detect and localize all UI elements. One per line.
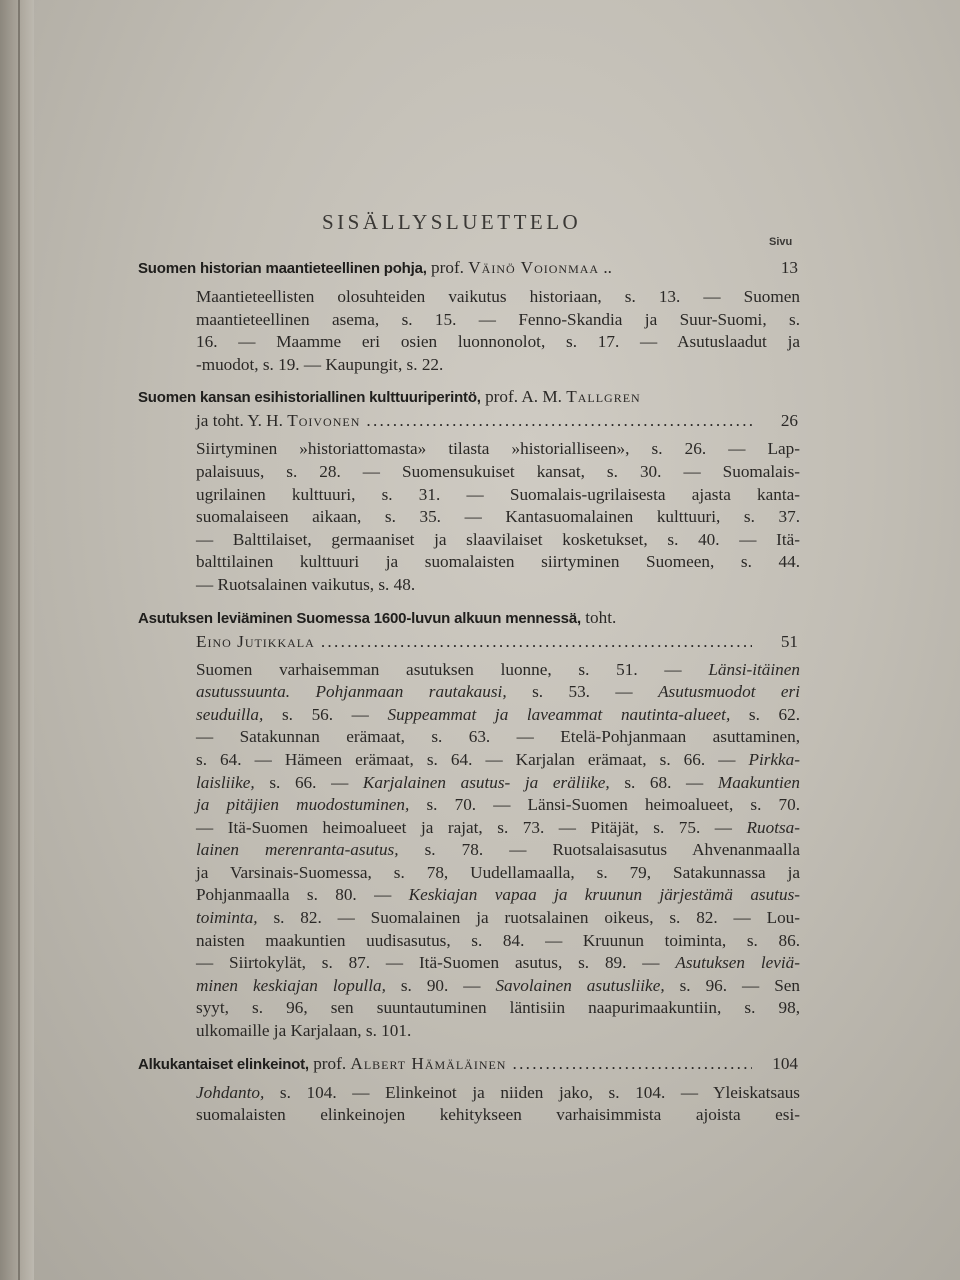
subsection-line bbox=[138, 484, 800, 507]
subsection-line bbox=[138, 749, 800, 772]
subsection-text: Maantieteellisten olosuhteiden vaikutus historiaan, s. 13. — Suomen bbox=[196, 287, 800, 306]
subsection-line bbox=[138, 704, 800, 727]
toc-entry-heading bbox=[138, 385, 800, 432]
toc-entry-heading bbox=[138, 606, 800, 653]
subsection-line bbox=[138, 930, 800, 953]
page-number: 26 bbox=[780, 411, 798, 431]
subsection-text: Savolainen asutusliike, bbox=[495, 975, 665, 995]
subsection-text: Asutuksen leviä- bbox=[675, 953, 800, 973]
subsection-line bbox=[138, 461, 800, 484]
subsection-text: lainen merenranta-asutus, bbox=[196, 840, 399, 860]
subsection-line bbox=[138, 331, 800, 354]
subsection-text: s. 90. — bbox=[385, 975, 496, 995]
subsection-line bbox=[138, 506, 800, 529]
toc-entry-heading bbox=[138, 1052, 800, 1076]
subsection-text: seuduilla, bbox=[196, 704, 264, 724]
subsection-text: — Itä-Suomen heimoalueet ja rajat, s. 73. — Pitäjät, s. 75. — bbox=[196, 817, 747, 837]
subsection-line bbox=[138, 309, 800, 332]
subsection-text: — Ruotsalainen vaikutus, s. 48. bbox=[196, 574, 416, 594]
author-name: Väinö Voionmaa bbox=[468, 258, 600, 277]
chapter-title: Suomen kansan esihistoriallinen kulttuuriperintö, bbox=[138, 389, 481, 407]
subsection-text: Siirtyminen »historiattomasta» tilasta »historialliseen», s. 26. — Lap- bbox=[196, 439, 800, 459]
subsection-text: Suppeammat ja laveammat nautinta-alueet, bbox=[387, 704, 731, 724]
subsection-text: s. 96. — Sen bbox=[664, 975, 800, 995]
subsection-text: ugrilainen kulttuuri, s. 31. — Suomalais-ugrilaisesta ajasta kanta- bbox=[196, 484, 800, 504]
subsection-line bbox=[138, 286, 800, 309]
subsection-text: s. 82. — Suomalainen ja ruotsalainen oikeus, s. 82. — Lou- bbox=[257, 908, 800, 928]
subsection-text: naisten maakuntien uudisasutus, s. 84. — Kruunun toiminta, s. 86. bbox=[196, 930, 800, 950]
subsection-text: toiminta, bbox=[196, 908, 258, 928]
dot-leader bbox=[321, 630, 752, 653]
heading-line bbox=[138, 630, 800, 653]
chapter-title: Asutuksen leviäminen Suomessa 1600-luvun alkuun mennessä, bbox=[138, 609, 581, 627]
subsection-line bbox=[138, 574, 800, 597]
subsection-line bbox=[138, 997, 800, 1020]
author-name: Eino Jutikkala bbox=[196, 631, 315, 651]
subsection-text: s. 68. — bbox=[609, 772, 718, 792]
heading-line bbox=[138, 409, 800, 432]
subsection-text: s. 66. — bbox=[254, 772, 363, 792]
dot-leader bbox=[366, 409, 752, 432]
subsection-line bbox=[138, 839, 800, 862]
subsection-line bbox=[138, 529, 800, 552]
subsection-text: syyt, s. 96, sen suuntautuminen läntisiin naapurimaakuntiin, s. 98, bbox=[196, 998, 800, 1018]
subsection-text: Karjalainen asutus- ja eräliike, bbox=[362, 772, 610, 792]
subsection-line bbox=[138, 772, 800, 795]
heading-line bbox=[138, 1052, 800, 1076]
toc-entry-subsections bbox=[138, 438, 800, 596]
page-number: 104 bbox=[772, 1053, 798, 1073]
subsection-line bbox=[138, 1020, 800, 1043]
subsection-line bbox=[138, 862, 800, 885]
subsection-text: suomalaisten elinkeinojen kehitykseen varhaisimmista ajoista esi- bbox=[196, 1105, 800, 1125]
subsection-text: Maakuntien bbox=[717, 772, 800, 792]
heading-text: toht. bbox=[580, 607, 617, 627]
toc-entry bbox=[138, 606, 800, 1043]
subsection-text: minen keskiajan lopulla, bbox=[196, 975, 386, 995]
toc-entry bbox=[138, 256, 800, 376]
subsection-line bbox=[138, 907, 800, 930]
author-name: Albert Hämäläinen bbox=[350, 1053, 507, 1073]
subsection-text: Pohjanmaalla s. 80. — bbox=[196, 885, 409, 905]
subsection-text: ja pitäjien muodostuminen, bbox=[196, 795, 410, 815]
subsection-text: — Balttilaiset, germaaniset ja slaavilaiset kosketukset, s. 40. — Itä- bbox=[196, 529, 800, 549]
subsection-line bbox=[138, 354, 800, 377]
subsection-text: ulkomaille ja Karjalaan, s. 101. bbox=[196, 1021, 412, 1041]
toc-entry-heading bbox=[138, 256, 800, 280]
subsection-line bbox=[138, 952, 800, 975]
subsection-text: balttilainen kulttuuri ja suomalaisten siirtyminen Suomeen, s. 44. bbox=[196, 552, 800, 572]
subsection-line bbox=[138, 884, 800, 907]
subsection-line bbox=[138, 975, 800, 998]
author-name: Tallgren bbox=[566, 387, 641, 407]
subsection-text: s. 104. — Elinkeinot ja niiden jako, s. 104. — Yleiskatsaus bbox=[264, 1082, 800, 1102]
subsection-line bbox=[138, 438, 800, 461]
subsection-text: s. 62. bbox=[730, 704, 800, 724]
subsection-line bbox=[138, 794, 800, 817]
subsection-text: -muodot, s. 19. — Kaupungit, s. 22. bbox=[196, 354, 444, 374]
chapter-title: Alkukantaiset elinkeinot, bbox=[138, 1055, 309, 1073]
subsection-text: suomalaiseen aikaan, s. 35. — Kantasuomalainen kulttuuri, s. 37. bbox=[196, 507, 800, 527]
heading-text: prof. bbox=[308, 1053, 351, 1073]
subsection-text: palaisuus, s. 28. — Suomensukuiset kansat, s. 30. — Suomalais- bbox=[196, 461, 800, 481]
subsection-text: s. 56. — bbox=[263, 704, 388, 724]
chapter-title: Suomen historian maantieteellinen pohja, bbox=[138, 260, 427, 277]
subsection-text: laisliike, bbox=[196, 772, 255, 792]
subsection-line bbox=[138, 817, 800, 840]
subsection-text: — Siirtokylät, s. 87. — Itä-Suomen asutus, s. 89. — bbox=[196, 953, 676, 973]
subsection-text: Ruotsa- bbox=[746, 817, 800, 837]
subsection-text: s. 78. — Ruotsalaisasutus Ahvenanmaalla bbox=[398, 840, 800, 860]
subsection-text: Pirkka- bbox=[748, 749, 800, 769]
subsection-text: ja Varsinais-Suomessa, s. 78, Uudellamaalla, s. 79, Satakunnassa ja bbox=[196, 862, 800, 882]
heading-line bbox=[138, 606, 800, 630]
page-column-label: Sivu bbox=[769, 236, 793, 248]
subsection-text: maantieteellinen asema, s. 15. — Fenno-Skandia ja Suur-Suomi, s. bbox=[196, 309, 800, 329]
toc-entry-subsections bbox=[138, 1082, 800, 1127]
subsection-text: — Satakunnan erämaat, s. 63. — Etelä-Pohjanmaan asuttaminen, bbox=[196, 727, 800, 747]
subsection-text: s. 53. — bbox=[506, 682, 659, 702]
heading-text: prof. bbox=[426, 258, 469, 277]
subsection-line bbox=[138, 681, 800, 704]
subsection-line bbox=[138, 1104, 800, 1127]
subsection-line bbox=[138, 551, 800, 574]
toc-entry bbox=[138, 385, 800, 596]
subsection-text: s. 70. — Länsi-Suomen heimoalueet, s. 70. bbox=[409, 795, 800, 815]
subsection-text: Länsi-itäinen bbox=[708, 659, 800, 679]
subsection-text: s. 64. — Hämeen erämaat, s. 64. — Karjalan erämaat, s. 66. — bbox=[196, 749, 749, 769]
author-name: Toivonen bbox=[287, 411, 361, 431]
subsection-line bbox=[138, 726, 800, 749]
subsection-text: Suomen varhaisemman asutuksen luonne, s. 51. — bbox=[196, 659, 709, 679]
subsection-text: Johdanto, bbox=[196, 1082, 265, 1102]
page-number: 51 bbox=[780, 631, 798, 651]
page-number: 13 bbox=[780, 258, 798, 277]
heading-text: ja toht. Y. H. bbox=[196, 411, 288, 431]
book-spine-edge bbox=[0, 0, 34, 1280]
subsection-text: 16. — Maamme eri osien luonnonolot, s. 17. — Asutuslaadut ja bbox=[196, 332, 800, 352]
heading-line bbox=[138, 385, 800, 409]
subsection-line bbox=[138, 1082, 800, 1105]
heading-line bbox=[138, 256, 800, 280]
subsection-text: Asutusmuodot eri bbox=[658, 682, 800, 702]
heading-text: prof. A. M. bbox=[480, 387, 567, 407]
toc-entry-subsections bbox=[138, 286, 800, 376]
toc-entry bbox=[138, 1052, 800, 1127]
page-title: SISÄLLYSLUETTELO bbox=[322, 210, 582, 234]
subsection-line bbox=[138, 659, 800, 682]
table-of-contents bbox=[138, 256, 800, 1136]
subsection-text: Keskiajan vapaa ja kruunun järjestämä asutus- bbox=[408, 885, 800, 905]
subsection-text: asutussuunta. Pohjanmaan rautakausi, bbox=[196, 682, 507, 702]
dot-leader bbox=[512, 1052, 752, 1075]
toc-entry-subsections bbox=[138, 659, 800, 1043]
heading-text: .. bbox=[599, 258, 612, 277]
